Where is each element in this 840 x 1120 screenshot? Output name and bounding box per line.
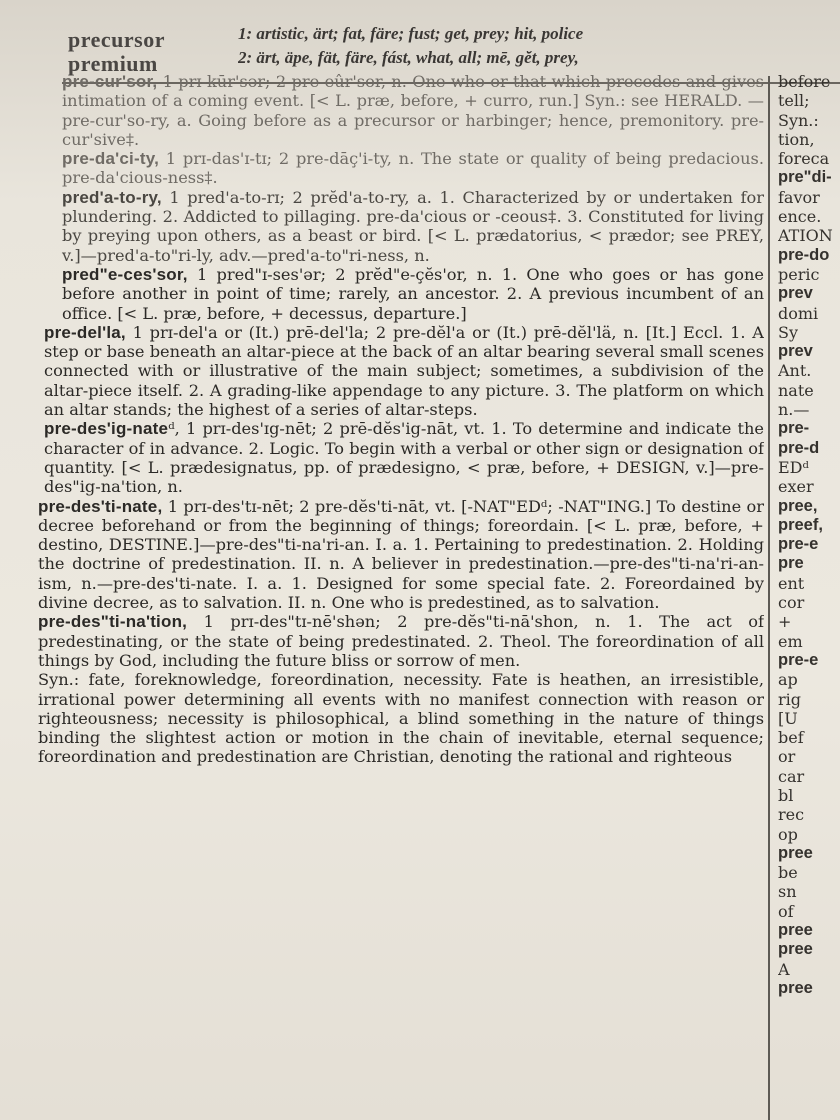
- main-column: [36, 72, 764, 1120]
- side-column-line: rec: [778, 805, 805, 825]
- side-column-line: exer: [778, 477, 814, 497]
- entry-definition: 1 pred'a-to-rɪ; 2 prĕd'a-to-ry, a. 1. Characterized by or undertaken for plundering. 2. Addicted to pillaging. pre-da'cious or -ceous‡. 3. Constituted for living by preying upon others, as a beast or bird. [< L. prædatorius, < prædor; see PREY, v.]—pred'a-to"ri-ly, adv.—pred'a-to"ri-ness, n.: [62, 187, 764, 265]
- side-column-line: pre"di-: [778, 168, 832, 187]
- adjacent-column-fragment: [778, 72, 840, 1120]
- pronunciation-key-line-2: 2: ärt, äpe, fät, färe, fást, what, all; mē, gĕt, prey,: [238, 48, 579, 67]
- side-column-line: Sy: [778, 322, 798, 342]
- side-column-line: Ant.: [778, 361, 812, 381]
- side-column-line: or: [778, 747, 796, 767]
- guide-word-first: precursor: [68, 27, 165, 52]
- entry-headword: pred'a-to-ry,: [62, 187, 162, 207]
- entry-headword: pre-del'la,: [44, 322, 126, 342]
- side-column-line: +: [778, 612, 792, 632]
- entry-synonyms-note: [36, 670, 764, 766]
- side-column-line: em: [778, 631, 803, 651]
- side-column-line: sn: [778, 882, 797, 902]
- entry-definition: 1 prɪ-del'a or (It.) prē-del'la; 2 pre-dĕl'a or (It.) prē-dĕl'lä, n. [It.] Eccl. 1. A step or base beneath an altar-piece at the back of an altar bearing several small scenes connected with or illustrative of the main subject; sometimes, a subdivision of the altar-piece itself. 2. A grading-like appendage to any picture. 3. The platform on which an altar stands; the highest of a series of altar-steps.: [44, 322, 764, 420]
- side-column-line: pree: [778, 940, 813, 959]
- entry-headword: pre-da'ci-ty,: [62, 149, 160, 169]
- side-column-line: be: [778, 863, 798, 883]
- entry-precursor: [36, 72, 764, 149]
- side-column-line: pre-: [778, 419, 810, 438]
- guide-word-last: premium: [68, 51, 158, 76]
- side-column-line: rig: [778, 689, 802, 709]
- side-column-line: bl: [778, 785, 794, 805]
- entry-predestinate: [36, 497, 764, 613]
- entry-headword: pred"e-ces'sor,: [62, 264, 188, 284]
- entry-predella: [36, 323, 764, 419]
- side-column-line: tion,: [778, 129, 815, 149]
- pronunciation-key: [238, 22, 838, 70]
- entry-definition: 1 prɪ-des"tɪ-nē'shən; 2 pre-dĕs"ti-nā'shon, n. 1. The act of predestinating, or the state of being predestinated. 2. Theol. The foreordination of all things by God, including the future bliss or sorrow of men.: [38, 612, 764, 670]
- side-column-line: op: [778, 824, 798, 844]
- side-column-line: pree,: [778, 496, 818, 515]
- side-column-line: domi: [778, 303, 819, 323]
- entry-predatory: [36, 188, 764, 265]
- entry-definition: 1 prɪ-das'ɪ-tɪ; 2 pre-dāç'i-ty, n. The state or quality of being predacious. pre-da'cious-ness‡.: [62, 149, 764, 188]
- entry-predecessor: [36, 265, 764, 323]
- side-column-line: n.—: [778, 400, 810, 420]
- guide-words: [68, 28, 165, 76]
- pronunciation-key-line-1: 1: artistic, ärt; fat, färe; fust; get, prey; hit, police: [238, 24, 584, 43]
- side-column-line: pree: [778, 978, 813, 997]
- side-column-line: preef,: [778, 515, 823, 534]
- entry-predestination: [36, 612, 764, 670]
- side-column-line: foreca: [778, 149, 830, 169]
- entry-definition: 1 pred"ɪ-ses'ər; 2 prĕd"e-çĕs'or, n. 1. One who goes or has gone before another in point of time; rarely, an ancestor. 2. A previous incumbent of an office. [< L. præ, before, + decessus, departure.]: [62, 264, 764, 323]
- side-column-line: ent: [778, 573, 805, 593]
- side-column-line: ATION: [778, 226, 833, 246]
- side-column-line: of: [778, 901, 794, 921]
- entry-headword: pre-des"ti-na'tion,: [38, 612, 188, 632]
- side-column-line: pree: [778, 843, 813, 862]
- side-column-line: A: [778, 959, 790, 979]
- side-column-line: ence.: [778, 207, 822, 227]
- entry-headword: pre-cur'sor,: [62, 72, 158, 91]
- side-column-line: cor: [778, 593, 805, 613]
- side-column-line: [U: [778, 708, 798, 728]
- side-column-line: pre-e: [778, 650, 819, 669]
- side-column-line: bef: [778, 728, 804, 748]
- entry-headword: pre-des'ig-nate: [44, 419, 169, 439]
- side-column-line: tell;: [778, 91, 810, 111]
- entry-definition: ᵈ, 1 prɪ-des'ɪg-nēt; 2 prē-dĕs'ig-nāt, vt. 1. To determine and indicate the character of in advance. 2. Logic. To begin with a verbal or other sign or designation of quantity. [< L. prædesignatus, pp. of prædesigno, < præ, before, + DESIGN, v.]—pre-des"ig-na'tion, n.: [44, 419, 764, 497]
- side-column-line: car: [778, 766, 805, 786]
- side-column-line: pre-do: [778, 245, 830, 264]
- entry-predacity: [36, 149, 764, 188]
- side-column-line: pree: [778, 921, 813, 940]
- side-column-line: nate: [778, 380, 814, 400]
- side-column-line: before: [778, 72, 831, 91]
- entry-definition: 1 prɪ-des'tɪ-nēt; 2 pre-dĕs'ti-nāt, vt. [-NAT"EDᵈ; -NAT"ING.] To destine or decree beforehand or from the beginning of things; foreordain. [< L. præ, before, + destino, DESTINE.]—pre-des"ti-na'ri-an. I. a. 1. Pertaining to predestination. 2. Holding the doctrine of predestination. II. n. A believer in predestination.—pre-des"ti-na'ri-an-ism, n.—pre-des'ti-nate. I. a. 1. Designed for some special fate. 2. Foreordained by divine decree, as to salvation. II. n. One who is predestined, as to salvation.: [38, 496, 764, 613]
- entry-definition: 1 prɪ-kūr'sər; 2 pre-eûr'sor, n. One who or that which precedes and gives intimation of a coming event. [< L. præ, before, + curro, run.] Syn.: see HERALD. —pre-cur'so-ry, a. Going before as a precursor or harbinger; hence, premonitory. pre-cur'sive‡.: [62, 72, 764, 149]
- side-column-line: ap: [778, 670, 798, 690]
- entry-definition: Syn.: fate, foreknowledge, foreordination, necessity. Fate is heathen, an irresistible, irrational power determining all events with no manifest connection with reason or righteousness; necessity is philosophical, a blind something in the nature of things binding the slightest action or motion in the chain of inevitable, eternal sequence; foreordination and predestination are Christian, denoting the rational and righteous: [38, 670, 764, 767]
- side-column-line: prev: [778, 342, 813, 361]
- entry-predesignate: [36, 419, 764, 496]
- side-column-line: pre-e: [778, 535, 819, 554]
- side-column-line: peric: [778, 264, 820, 284]
- side-column-line: EDᵈ: [778, 457, 809, 477]
- side-column-line: prev: [778, 284, 813, 303]
- side-column-line: Syn.:: [778, 110, 819, 130]
- side-column-line: favor: [778, 187, 820, 207]
- column-divider: [768, 76, 770, 1120]
- side-column-line: pre-d: [778, 438, 820, 457]
- entry-headword: pre-des'ti-nate,: [38, 496, 163, 516]
- side-column-line: pre: [778, 554, 804, 573]
